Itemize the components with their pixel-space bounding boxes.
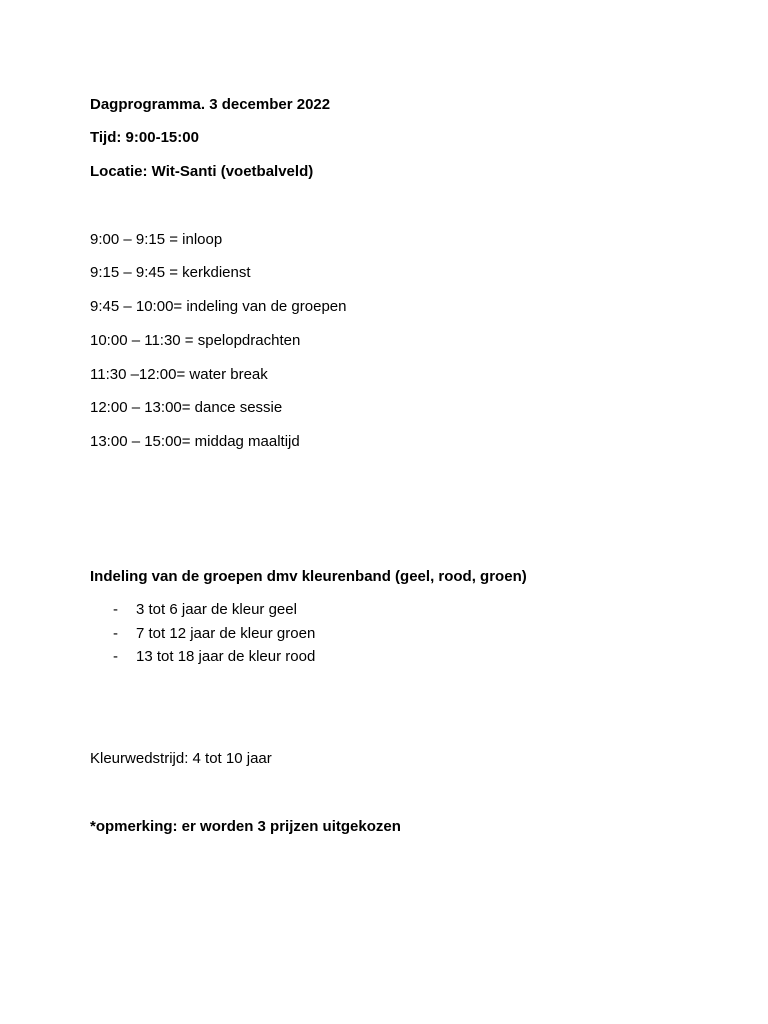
event-location: Locatie: Wit-Santi (voetbalveld)	[90, 163, 314, 180]
group-item-text: 7 tot 12 jaar de kleur groen	[136, 624, 316, 642]
bullet-dash: -	[113, 601, 118, 618]
bullet-dash: -	[113, 624, 118, 642]
group-item-text: 13 tot 18 jaar de kleur rood	[136, 648, 316, 665]
remark-note: *opmerking: er worden 3 prijzen uitgekozen	[90, 818, 401, 835]
schedule-item: 13:00 – 15:00= middag maaltijd	[90, 433, 300, 450]
groups-heading: Indeling van de groepen dmv kleurenband (geel, rood, groen)	[90, 568, 527, 585]
schedule-item: 9:15 – 9:45 = kerkdienst	[90, 264, 251, 281]
bullet-dash: -	[113, 648, 118, 665]
schedule-item: 9:00 – 9:15 = inloop	[90, 231, 223, 248]
schedule-item: 12:00 – 13:00= dance sessie	[90, 399, 283, 416]
schedule-item: 11:30 –12:00= water break	[90, 366, 268, 383]
group-item-text: 3 tot 6 jaar de kleur geel	[136, 601, 297, 618]
contest-info: Kleurwedstrijd: 4 tot 10 jaar	[90, 750, 272, 767]
schedule-item: 10:00 – 11:30 = spelopdrachten	[90, 332, 301, 349]
document-title: Dagprogramma. 3 december 2022	[90, 96, 331, 113]
schedule-item: 9:45 – 10:00= indeling van de groepen	[90, 298, 347, 315]
event-time: Tijd: 9:00-15:00	[90, 129, 199, 146]
